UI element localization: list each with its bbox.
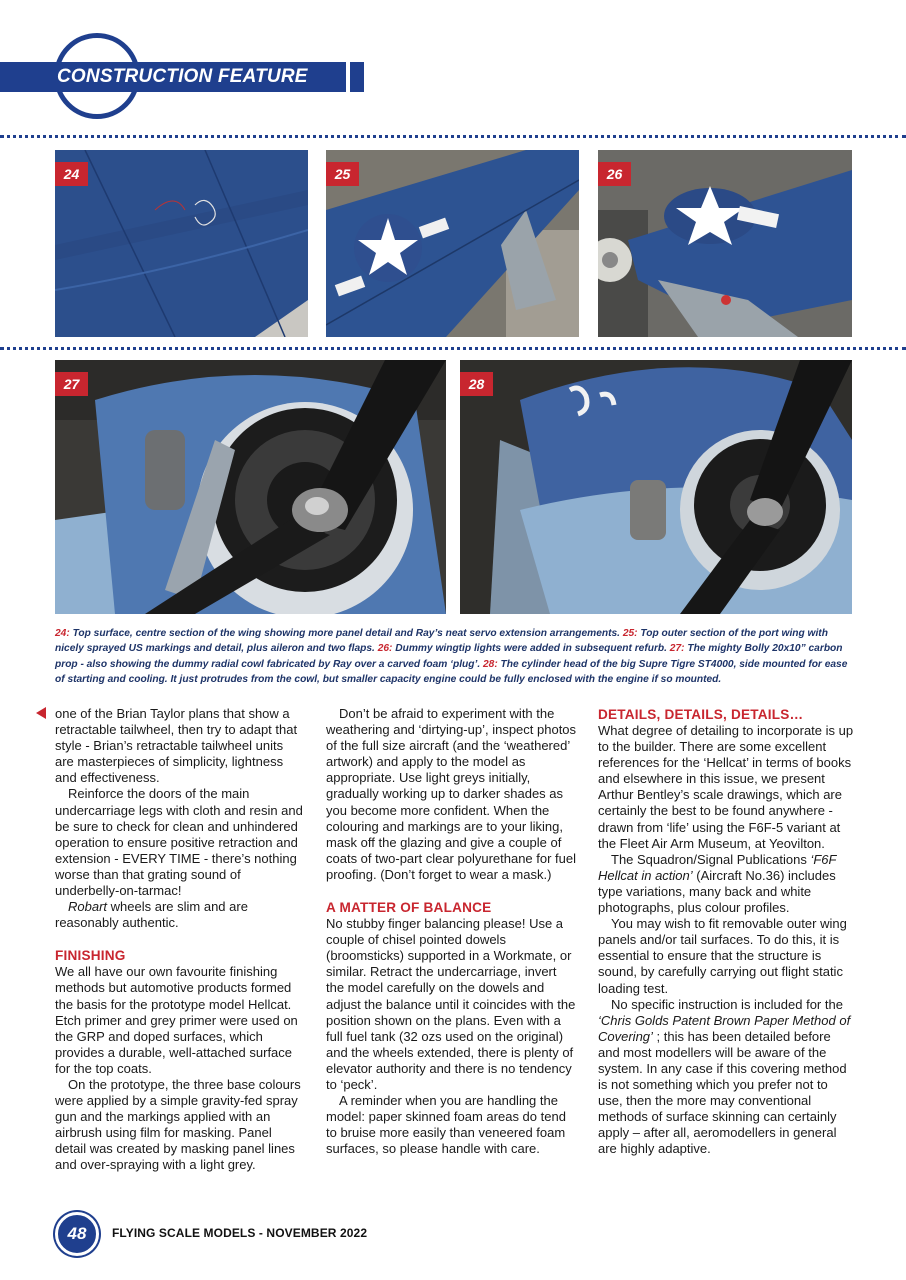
paragraph: No stubby finger balancing please! Use a couple of chisel pointed dowels (broomsticks) supported in a Workmate, or similar. Retract the undercarriage, invert the model carefully on the dowels and adjust the balance until it coincides with the position shown on the plans. Even with a full fuel tank (32 ozs used on the original) and the wheels extended, there is plenty of elevator authority and there is no tendency to ‘peck’.	[326, 916, 576, 1092]
caption-number: 24:	[55, 628, 70, 639]
paragraph: On the prototype, the three base colours were applied by a simple gravity-fed spray gun and the markings applied with an airbrush using film for masking. Panel detail was created by masking panel lines and over-spraying with a light grey.	[55, 1076, 301, 1173]
text-column-2	[326, 706, 578, 1157]
photo-number-badge: 26	[598, 162, 631, 186]
continued-arrow-icon	[36, 707, 46, 719]
caption-number: 25:	[622, 628, 638, 639]
section-title: CONSTRUCTION FEATURE	[57, 66, 308, 87]
paragraph	[598, 852, 854, 916]
caption-text: Dummy wingtip lights were added in subsequent refurb.	[392, 643, 670, 655]
publication-footer: FLYING SCALE MODELS - NOVEMBER 2022	[112, 1226, 368, 1240]
emphasis-text: ‘F6F Hellcat in action’	[598, 851, 837, 883]
photo-26-wingtip	[598, 150, 852, 337]
paragraph: What degree of detailing to incorporate is up to the builder. There are some excellent references for the ‘Hellcat’ in terms of books and elsewhere in this issue, we present Arthur Bentley’s scale drawings, which are certainly the best to be found anywhere - drawn from ‘life’ using the F6F-5 variant at the Fleet Air Arm Museum, at Yeovilton.	[598, 723, 854, 851]
paragraph: Don’t be afraid to experiment with the weathering and ‘dirtying-up’, inspect photos of the full size aircraft (and the ‘weathered’ artwork) and apply to the model as appropriate. Use light greys initially, gradually working up to darker shades as you become more confident. When the colouring and markings are to your liking, mask off the glazing and give a couple of coats of two-part clear polyurethane for fuel proofing. (Don’t forget to wear a mask.)	[326, 706, 577, 882]
paragraph	[55, 899, 305, 931]
caption-number: 27:	[669, 643, 685, 655]
emphasis-text: Robart	[68, 899, 108, 915]
caption-text: The cylinder head of the big Supre Tigre ST4000, side mounted for ease of starting and cooling. It just protrudes from the cowl, but smaller capacity engine could be fully enclosed with the engine if so mounted.	[55, 658, 848, 686]
paragraph: We all have our own favourite finishing methods but automotive products formed the basis for the prototype model Hellcat. Etch primer and grey primer were used on the GRP and doped surfaces, which provides a durable, well-attached surface for the top coats.	[55, 964, 298, 1076]
paragraph: A reminder when you are handling the model: paper skinned foam areas do tend to bruise more easily than veneered foam surfaces, so please handle with care.	[326, 1093, 566, 1157]
paragraph: one of the Brian Taylor plans that show a retractable tailwheel, then try to adapt that style - Brian’s retractable tailwheel units are masterpieces of simplicity, lightness and effectiveness.	[55, 706, 298, 786]
paragraph-text: No specific instruction is included for the	[611, 996, 843, 1012]
paragraph: Reinforce the doors of the main undercarriage legs with cloth and resin and be sure to check for clean and unhindered operation to ensure positive retraction and extension - EVERY TIME - there’s nothing worse than that grating sound of underbelly-on-tarmac!	[55, 786, 303, 899]
heading-details: DETAILS, DETAILS, DETAILS…	[598, 707, 804, 722]
emphasis-text: ‘Chris Golds Patent Brown Paper Method of Covering’	[598, 1012, 851, 1044]
photo-number-badge: 28	[460, 372, 493, 396]
paragraph-text: (Aircraft No.36) includes type variations, many back and white photographs, plus colour profiles.	[598, 867, 836, 916]
paragraph-text: wheels are slim and are reasonably authentic.	[55, 899, 248, 931]
photo-caption	[55, 626, 855, 688]
dotted-divider-top	[0, 135, 906, 138]
page-number: 48	[55, 1212, 99, 1256]
photo-number-badge: 24	[55, 162, 88, 186]
photo-28-engine-side	[460, 360, 852, 614]
text-column-1	[55, 706, 305, 1174]
photo-number-badge: 27	[55, 372, 88, 396]
photo-24-wing-centre	[55, 150, 308, 337]
header-banner-square	[350, 62, 364, 92]
paragraph-text: The Squadron/Signal Publications	[611, 851, 811, 867]
caption-text: Top surface, centre section of the wing showing more panel detail and Ray’s neat servo extension arrangements.	[69, 628, 623, 639]
photo-25-port-wing	[326, 150, 579, 337]
caption-text: The mighty Bolly 20x10” carbon prop - also showing the dummy radial cowl fabricated by Ray over a carved foam ‘plug’.	[55, 643, 843, 670]
caption-number: 28:	[482, 658, 498, 670]
caption-text: Top outer section of the port wing with nicely sprayed US markings and detail, plus aileron and two flaps.	[55, 628, 828, 655]
paragraph: You may wish to fit removable outer wing panels and/or tail surfaces. To do this, it is essential to ensure that the structure is sound, by carefully carrying out flight static loading test.	[598, 916, 847, 996]
heading-balance: A MATTER OF BALANCE	[326, 900, 492, 916]
text-column-3	[598, 706, 854, 1158]
paragraph	[598, 997, 854, 1158]
photo-number-badge: 25	[326, 162, 359, 186]
caption-number: 26:	[377, 643, 393, 655]
heading-finishing: FINISHING	[55, 948, 126, 964]
dotted-divider-middle	[0, 347, 906, 350]
photo-27-propeller-cowl	[55, 360, 446, 614]
paragraph-text: ; this has been detailed before and most modellers will be aware of the system. In any case if this covering method is not something which you prefer not to use, then the more may conventional methods of surface skinning can certainly apply – after all, aeromodellers in general are highly adaptive.	[598, 1028, 847, 1157]
